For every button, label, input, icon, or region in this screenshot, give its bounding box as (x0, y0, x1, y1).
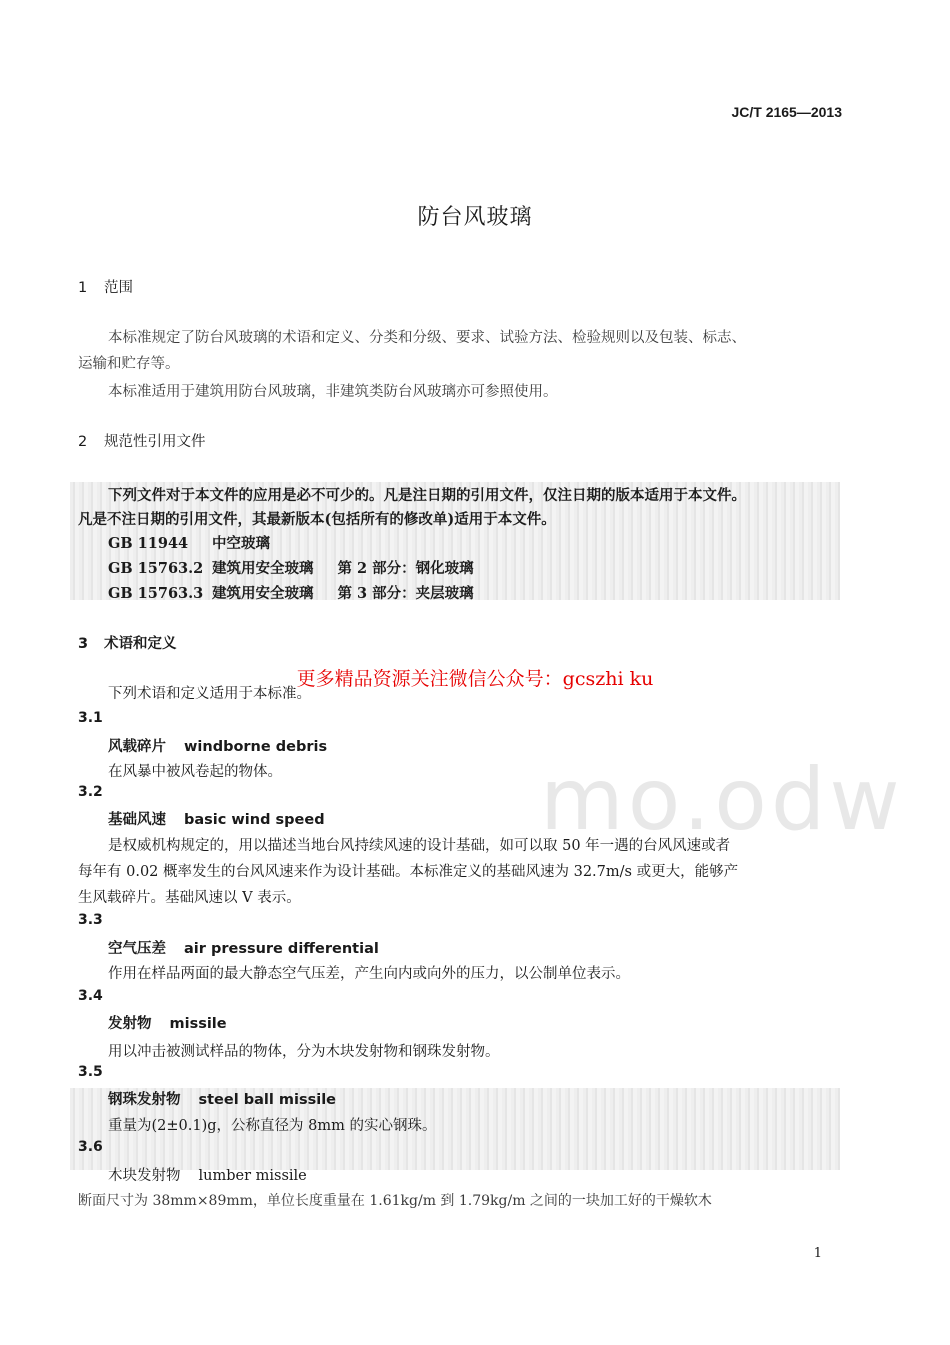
term-definition: 是权威机构规定的，用以描述当地台风持续风速的设计基础，如可以取 50 年一遇的台风风速或者 (108, 838, 731, 854)
paragraph-line: 凡是不注日期的引用文件，其最新版本(包括所有的修改单)适用于本文件。 (78, 511, 556, 528)
term-chinese: 发射物 (108, 1015, 152, 1032)
reference-item (108, 582, 474, 603)
section-title: 规范性引用文件 (104, 434, 206, 450)
reference-title: 中空玻璃 (212, 535, 270, 552)
reference-code: GB 15763.3 (108, 585, 204, 602)
term-chinese: 空气压差 (108, 940, 166, 957)
term-heading (108, 1088, 336, 1109)
reference-code: GB 15763.2 (108, 560, 204, 577)
term-heading (108, 808, 325, 829)
section-3-heading (78, 632, 177, 653)
paragraph-line: 运输和贮存等。 (78, 356, 180, 372)
term-english: windborne debris (184, 739, 328, 755)
section-1-heading (78, 276, 133, 297)
term-english: basic wind speed (184, 812, 325, 828)
term-english: air pressure differential (184, 941, 379, 957)
background-watermark: mo.odw (540, 750, 904, 850)
reference-part: 第 2 部分：钢化玻璃 (337, 560, 474, 577)
term-heading (108, 735, 327, 756)
paragraph-line: 下列术语和定义适用于本标准。 (108, 686, 311, 702)
term-number: 3.2 (78, 784, 103, 800)
term-definition: 断面尺寸为 38mm×89mm，单位长度重量在 1.61kg/m 到 1.79kg/m 之间的一块加工好的干燥软木 (78, 1193, 712, 1209)
section-number: 1 (78, 280, 88, 296)
page-number: 1 (813, 1246, 822, 1261)
term-definition: 生风载碎片。基础风速以 V 表示。 (78, 890, 301, 906)
reference-code: GB 11944 (108, 535, 189, 552)
term-english: steel ball missile (198, 1092, 337, 1108)
section-2-heading (78, 430, 206, 451)
reference-part: 第 3 部分：夹层玻璃 (337, 585, 474, 602)
section-title: 范围 (104, 280, 133, 296)
term-chinese: 钢珠发射物 (108, 1091, 181, 1108)
term-chinese: 木块发射物 (108, 1168, 181, 1184)
term-number: 3.4 (78, 988, 103, 1004)
document-title: 防台风玻璃 (417, 205, 533, 230)
term-definition: 作用在样品两面的最大静态空气压差，产生向内或向外的压力，以公制单位表示。 (108, 966, 630, 982)
paragraph-line: 下列文件对于本文件的应用是必不可少的。凡是注日期的引用文件，仅注日期的版本适用于本文件。 (108, 487, 746, 504)
term-chinese: 风载碎片 (108, 738, 166, 755)
term-heading (108, 1012, 227, 1033)
term-heading (108, 1164, 307, 1185)
reference-title: 建筑用安全玻璃 (212, 585, 314, 602)
reference-item (108, 557, 474, 578)
section-number: 3 (78, 636, 89, 652)
wechat-notice-overlay: 更多精品资源关注微信公众号：gcszhi ku (296, 668, 654, 690)
section-title: 术语和定义 (104, 636, 177, 652)
paragraph-line: 本标准规定了防台风玻璃的术语和定义、分类和分级、要求、试验方法、检验规则以及包装、标志、 (108, 330, 746, 346)
term-definition: 重量为(2±0.1)g，公称直径为 8mm 的实心钢珠。 (108, 1118, 437, 1134)
term-chinese: 基础风速 (108, 811, 166, 828)
term-number: 3.1 (78, 710, 103, 726)
term-heading (108, 937, 379, 958)
term-english: lumber missile (198, 1168, 307, 1184)
standard-number: JC/T 2165—2013 (731, 104, 842, 120)
section-number: 2 (78, 434, 88, 450)
reference-title: 建筑用安全玻璃 (212, 560, 314, 577)
term-number: 3.6 (78, 1139, 103, 1155)
term-number: 3.3 (78, 912, 103, 928)
term-definition: 用以冲击被测试样品的物体，分为木块发射物和钢珠发射物。 (108, 1044, 500, 1060)
term-definition: 每年有 0.02 概率发生的台风风速来作为设计基础。本标准定义的基础风速为 32.7m/s 或更大，能够产 (78, 864, 739, 880)
paragraph-line: 本标准适用于建筑用防台风玻璃，非建筑类防台风玻璃亦可参照使用。 (108, 384, 558, 400)
reference-item (108, 532, 294, 553)
term-definition: 在风暴中被风卷起的物体。 (108, 764, 282, 780)
term-english: missile (169, 1016, 227, 1032)
term-number: 3.5 (78, 1064, 103, 1080)
